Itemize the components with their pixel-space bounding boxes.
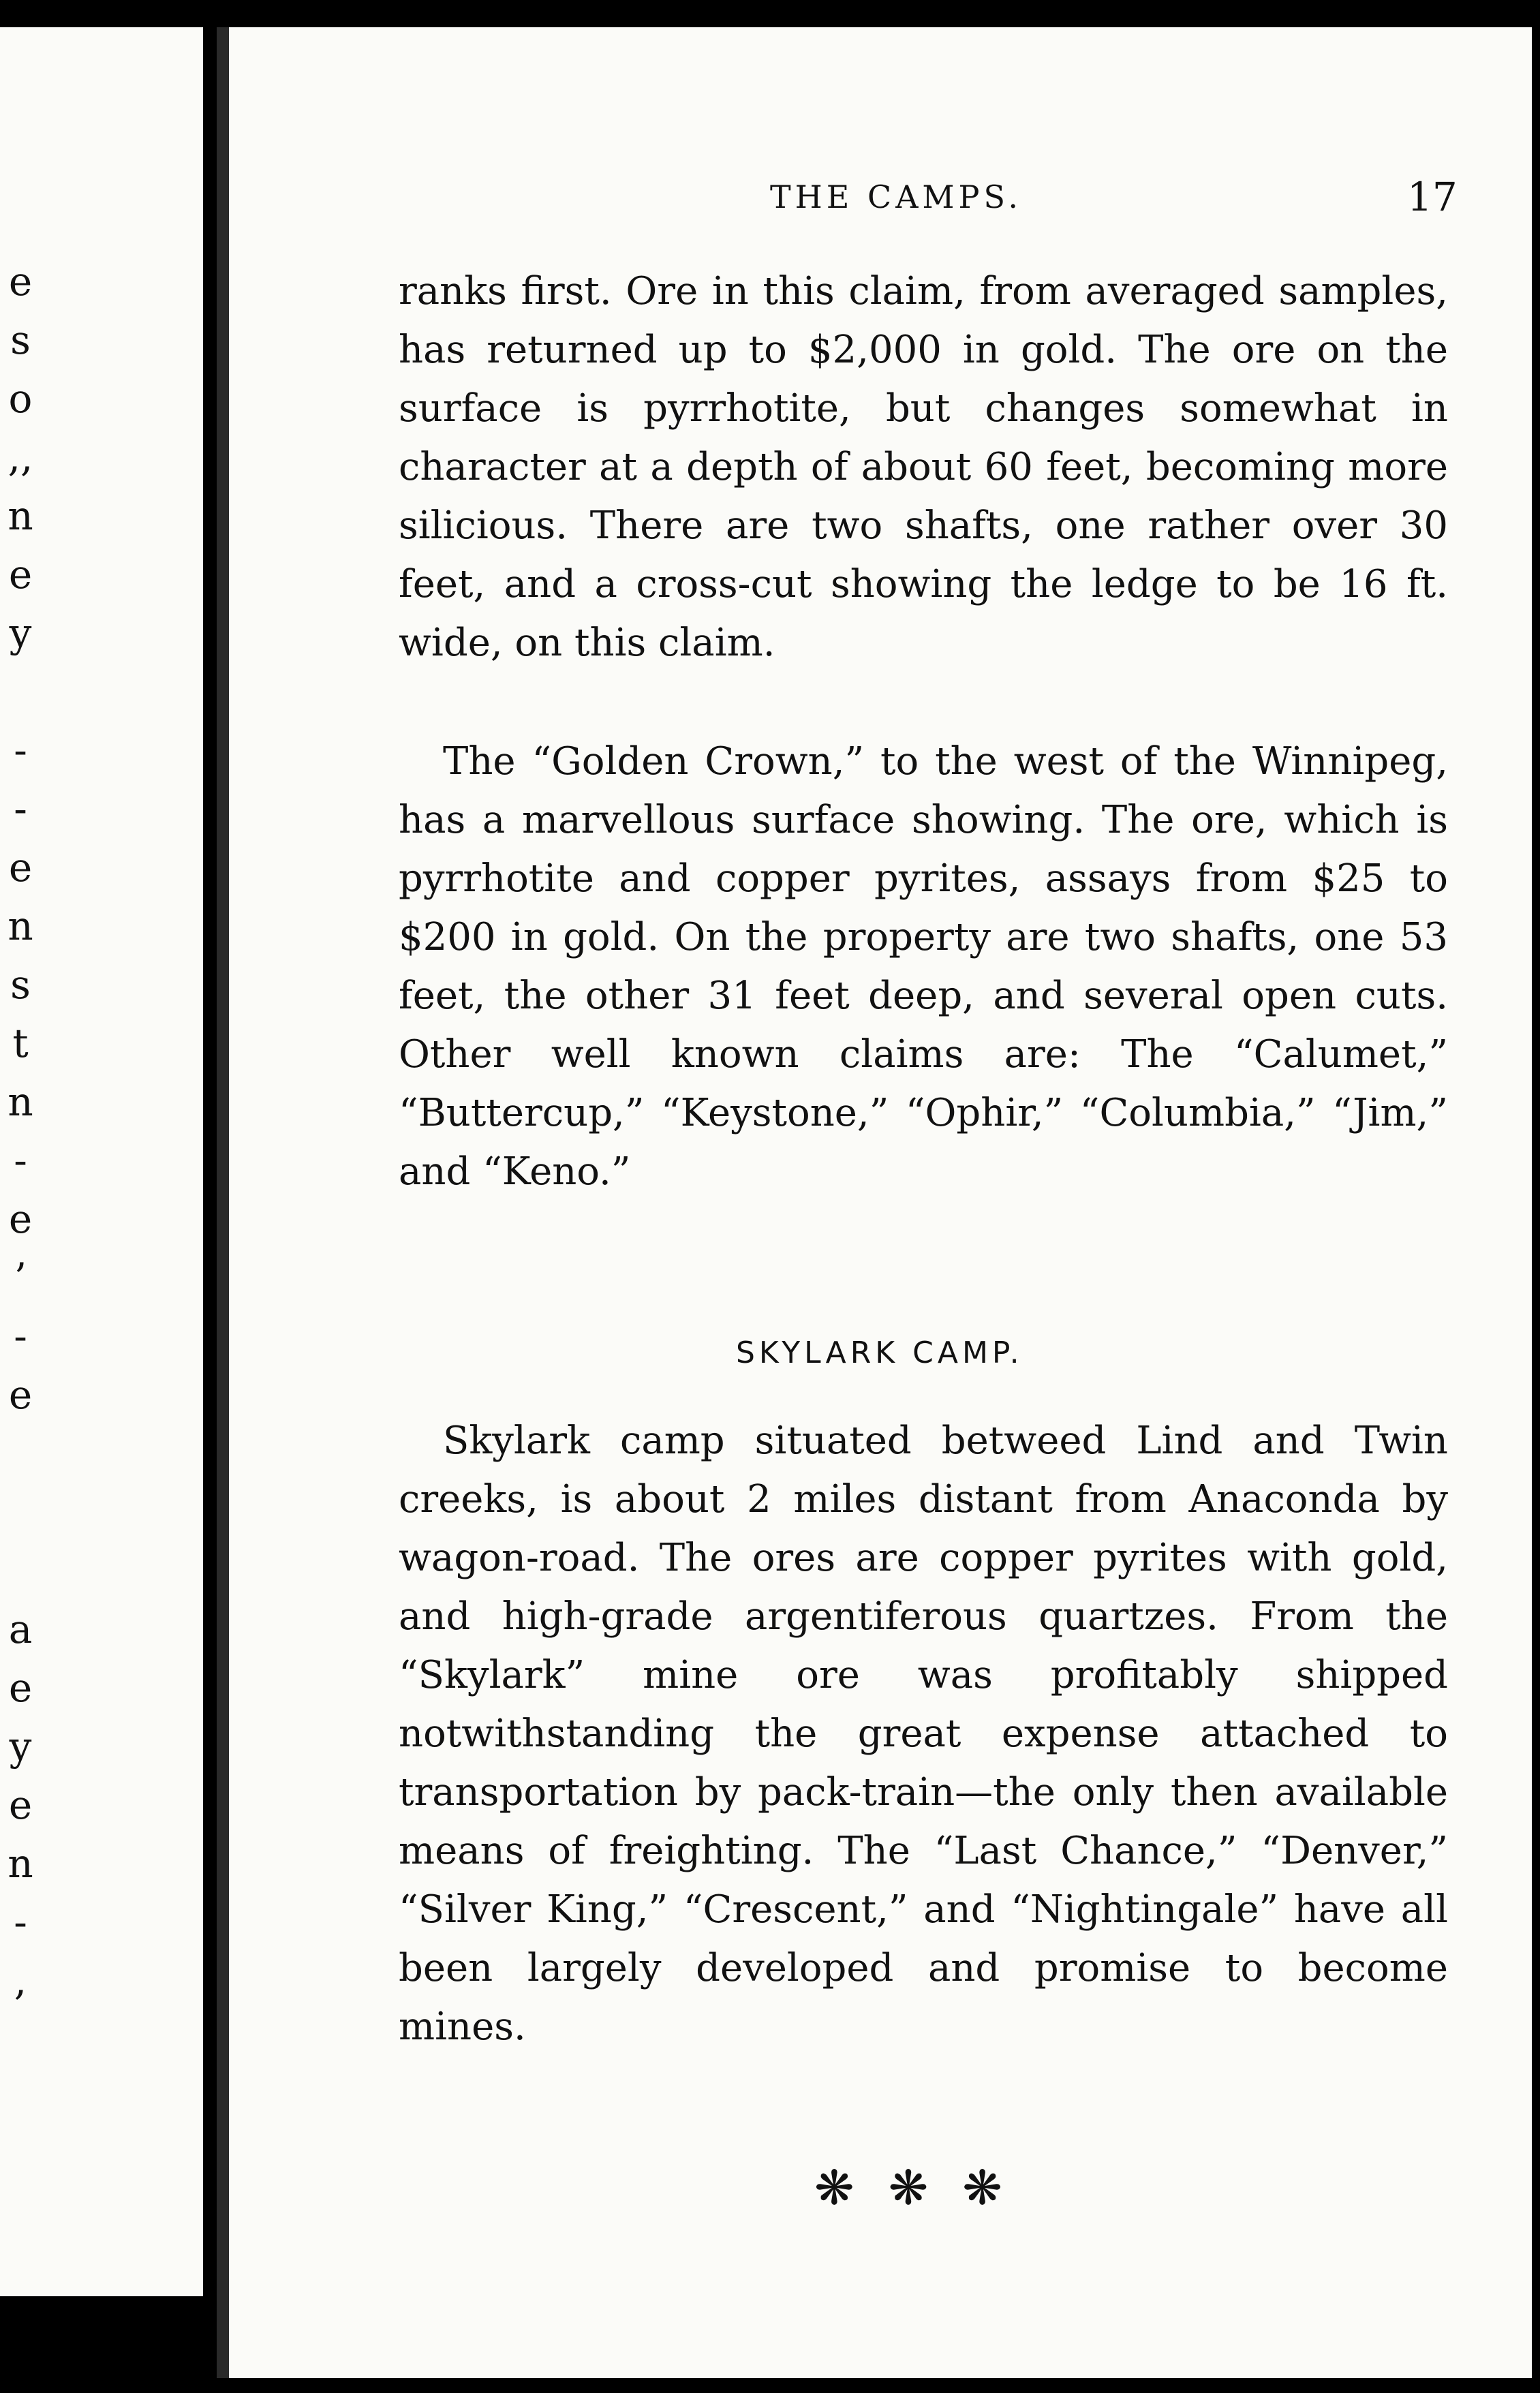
adjacent-page-char: n (7, 493, 33, 539)
adjacent-page-char: e (8, 1196, 33, 1242)
page-gutter (217, 27, 229, 2378)
adjacent-page-char: s (10, 961, 31, 1008)
adjacent-page-char: ’ (14, 1254, 27, 1301)
adjacent-page-char: e (8, 1372, 33, 1418)
adjacent-page-char: e (8, 844, 33, 891)
adjacent-page-char: - (14, 1313, 27, 1359)
adjacent-page-char: s (10, 317, 31, 363)
adjacent-page-char: n (7, 903, 33, 949)
adjacent-page-char: o (8, 375, 33, 422)
adjacent-page-char: y (9, 610, 32, 656)
adjacent-page-char: - (14, 1899, 27, 1945)
adjacent-page-edge (0, 27, 203, 2296)
adjacent-page-char: e (8, 258, 33, 305)
page-number: 17 (1407, 174, 1458, 220)
adjacent-page-char: - (14, 786, 27, 832)
adjacent-page-char: n (7, 1840, 33, 1887)
adjacent-page-char: e (8, 551, 33, 598)
adjacent-page-char: t (12, 1020, 29, 1066)
adjacent-page-char: - (14, 1137, 27, 1184)
paragraph-golden-crown: The “Golden Crown,” to the west of the Winnipeg, has a marvellous surface showing. The ore, which is pyrrhotite and copper pyrites, assays from $25 to $200 in gold. On the property are two shafts, one 53 feet, the other 31 feet deep, and several open cuts. Other well known claims are: The “Calumet,” “Buttercup,” “Keystone,” “Ophir,” “Columbia,” “Jim,” and “Keno.” (399, 739, 1448, 1194)
adjacent-page-char: - (14, 727, 27, 773)
section-heading: SKYLARK CAMP. (736, 1336, 1023, 1370)
paragraph-winnipeg-claim: ranks first. Ore in this claim, from averaged samples, has returned up to $2,000 in gold. The ore on the surface is pyrrhotite, but changes somewhat in character at a depth of about 60 feet, becoming more silicious. There are two shafts, one rather over 30 feet, and a cross-cut showing the ledge to be 16 ft. wide, on this claim. (399, 269, 1448, 665)
ornament-flourish: ❋❋❋ (814, 2160, 1036, 2216)
adjacent-page-char (0, 662, 41, 721)
adjacent-page-char: , (14, 1958, 27, 2004)
adjacent-page-char (0, 1541, 41, 1600)
adjacent-page-char: n (7, 1079, 33, 1125)
adjacent-page-char: e (8, 1665, 33, 1711)
running-header: THE CAMPS. (770, 179, 1022, 215)
adjacent-page-char (0, 1483, 41, 1541)
adjacent-page-char: y (9, 1723, 32, 1770)
adjacent-page-char: ,, (7, 434, 33, 480)
adjacent-page-char (0, 1424, 41, 1483)
paragraph-skylark-camp: Skylark camp situated betweed Lind and Twin creeks, is about 2 miles distant from Anaconda by wagon-road. The ores are copper pyrites with gold, and high-grade argentiferous quartzes. From the “Skylark” mine ore was profitably shipped notwithstanding the great expense attached to transportation by pack-train—the only then available means of freighting. The “Last Chance,” “Denver,” “Silver King,” “Crescent,” and “Nightingale” have all been largely developed and promise to become mines. (399, 1419, 1448, 2049)
adjacent-page-char: e (8, 1782, 33, 1828)
adjacent-page-char: a (8, 1606, 33, 1652)
adjacent-page-text-fragments (0, 252, 41, 2010)
